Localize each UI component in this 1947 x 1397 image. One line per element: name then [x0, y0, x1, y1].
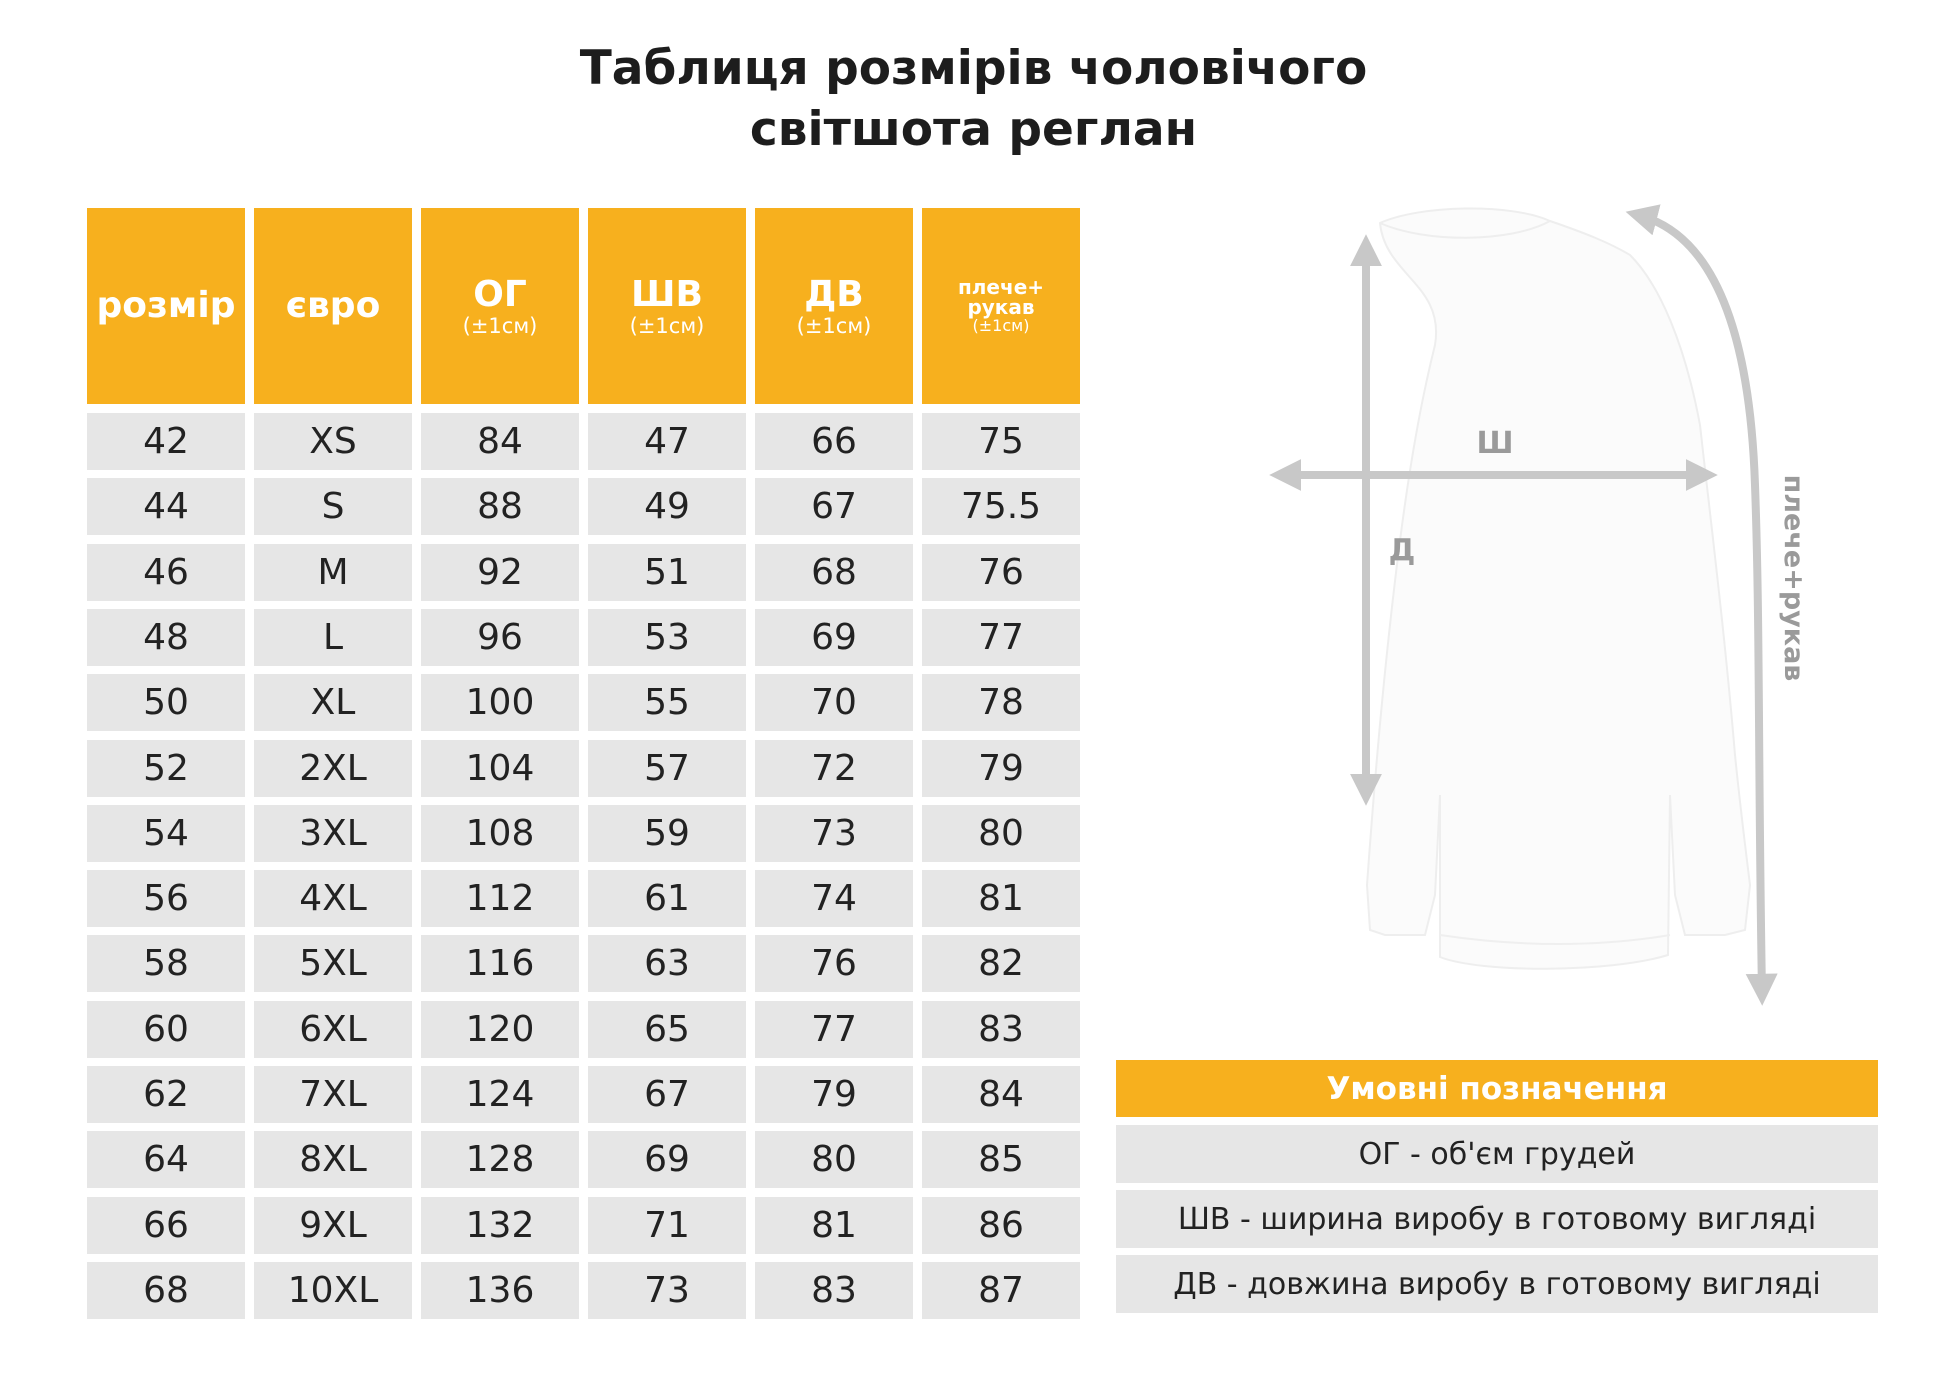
- table-cell: 87: [922, 1262, 1080, 1319]
- page-title: [0, 38, 1947, 160]
- header-tolerance: (±1см): [629, 314, 705, 338]
- header-label: плече+: [957, 275, 1045, 299]
- table-cell: 49: [588, 478, 746, 535]
- table-cell: 74: [755, 870, 913, 927]
- legend-item-dv: ДВ - довжина виробу в готовому вигляді: [1116, 1255, 1878, 1313]
- table-cell: 53: [588, 609, 746, 666]
- table-cell: 68: [87, 1262, 245, 1319]
- table-cell: 84: [421, 413, 579, 470]
- table-cell: 80: [755, 1131, 913, 1188]
- header-label: ОГ: [473, 274, 527, 315]
- table-cell: 76: [755, 935, 913, 992]
- header-dv: [755, 208, 913, 404]
- table-cell: 116: [421, 935, 579, 992]
- table-cell: 2XL: [254, 740, 412, 797]
- header-og: [421, 208, 579, 404]
- header-tolerance: (±1см): [462, 314, 538, 338]
- table-cell: 80: [922, 805, 1080, 862]
- table-cell: 66: [87, 1197, 245, 1254]
- table-cell: 85: [922, 1131, 1080, 1188]
- table-cell: 6XL: [254, 1001, 412, 1058]
- table-cell: 70: [755, 674, 913, 731]
- table-cell: 10XL: [254, 1262, 412, 1319]
- table-cell: 50: [87, 674, 245, 731]
- header-label-2: рукав: [967, 295, 1035, 319]
- table-cell: 44: [87, 478, 245, 535]
- table-cell: 79: [922, 740, 1080, 797]
- table-cell: 55: [588, 674, 746, 731]
- header-size: [87, 208, 245, 404]
- table-cell: 71: [588, 1197, 746, 1254]
- table-cell: 42: [87, 413, 245, 470]
- table-cell: 86: [922, 1197, 1080, 1254]
- table-cell: 82: [922, 935, 1080, 992]
- table-cell: 7XL: [254, 1066, 412, 1123]
- table-cell: 9XL: [254, 1197, 412, 1254]
- header-label: розмір: [96, 285, 236, 326]
- table-cell: 4XL: [254, 870, 412, 927]
- table-cell: 8XL: [254, 1131, 412, 1188]
- table-cell: 69: [588, 1131, 746, 1188]
- title-line-2: світшота реглан: [749, 102, 1198, 157]
- table-cell: 73: [588, 1262, 746, 1319]
- table-cell: 63: [588, 935, 746, 992]
- table-cell: 75: [922, 413, 1080, 470]
- header-shoulder-sleeve: [922, 208, 1080, 404]
- legend-title: Умовні позначення: [1116, 1060, 1878, 1117]
- table-cell: 78: [922, 674, 1080, 731]
- table-cell: 67: [588, 1066, 746, 1123]
- table-cell: 65: [588, 1001, 746, 1058]
- legend-item-shv: ШВ - ширина виробу в готовому вигляді: [1116, 1190, 1878, 1248]
- table-cell: 68: [755, 544, 913, 601]
- table-cell: 75.5: [922, 478, 1080, 535]
- table-cell: 83: [922, 1001, 1080, 1058]
- table-cell: L: [254, 609, 412, 666]
- header-euro: [254, 208, 412, 404]
- table-cell: 84: [922, 1066, 1080, 1123]
- table-cell: XS: [254, 413, 412, 470]
- table-cell: 3XL: [254, 805, 412, 862]
- table-cell: 132: [421, 1197, 579, 1254]
- table-cell: 51: [588, 544, 746, 601]
- table-cell: 54: [87, 805, 245, 862]
- table-cell: 46: [87, 544, 245, 601]
- table-cell: 92: [421, 544, 579, 601]
- table-cell: 77: [755, 1001, 913, 1058]
- header-label: ШВ: [631, 274, 703, 315]
- table-cell: XL: [254, 674, 412, 731]
- length-label: Д: [1388, 533, 1416, 568]
- table-cell: 96: [421, 609, 579, 666]
- table-cell: 56: [87, 870, 245, 927]
- table-cell: 88: [421, 478, 579, 535]
- table-cell: 72: [755, 740, 913, 797]
- table-cell: 81: [755, 1197, 913, 1254]
- table-cell: 64: [87, 1131, 245, 1188]
- sweatshirt-diagram: [1140, 195, 1900, 1055]
- table-cell: 66: [755, 413, 913, 470]
- table-cell: 79: [755, 1066, 913, 1123]
- table-cell: 52: [87, 740, 245, 797]
- legend-item-og: ОГ - об'єм грудей: [1116, 1125, 1878, 1183]
- table-cell: 57: [588, 740, 746, 797]
- sweatshirt-figure: [1140, 195, 1900, 1055]
- table-cell: 128: [421, 1131, 579, 1188]
- table-cell: 81: [922, 870, 1080, 927]
- table-cell: 112: [421, 870, 579, 927]
- sleeve-label: плече+рукав: [1778, 474, 1809, 682]
- table-cell: 69: [755, 609, 913, 666]
- header-tolerance: (±1см): [796, 314, 872, 338]
- header-label: ДВ: [804, 274, 864, 315]
- sweatshirt-body: [1367, 208, 1750, 968]
- table-cell: 5XL: [254, 935, 412, 992]
- table-cell: 77: [922, 609, 1080, 666]
- table-cell: 58: [87, 935, 245, 992]
- width-label: Ш: [1476, 426, 1514, 461]
- table-cell: 59: [588, 805, 746, 862]
- table-cell: 136: [421, 1262, 579, 1319]
- table-cell: 73: [755, 805, 913, 862]
- table-cell: S: [254, 478, 412, 535]
- table-cell: 62: [87, 1066, 245, 1123]
- title-line-1: Таблиця розмірів чоловічого: [579, 41, 1368, 96]
- table-cell: 67: [755, 478, 913, 535]
- header-shv: [588, 208, 746, 404]
- table-cell: 60: [87, 1001, 245, 1058]
- header-label: євро: [285, 285, 381, 326]
- table-cell: 100: [421, 674, 579, 731]
- table-cell: 48: [87, 609, 245, 666]
- table-cell: 108: [421, 805, 579, 862]
- table-cell: 61: [588, 870, 746, 927]
- table-cell: 83: [755, 1262, 913, 1319]
- table-cell: 47: [588, 413, 746, 470]
- table-cell: 104: [421, 740, 579, 797]
- table-cell: 124: [421, 1066, 579, 1123]
- table-cell: M: [254, 544, 412, 601]
- table-cell: 120: [421, 1001, 579, 1058]
- table-cell: 76: [922, 544, 1080, 601]
- header-tolerance: (±1см): [972, 316, 1030, 335]
